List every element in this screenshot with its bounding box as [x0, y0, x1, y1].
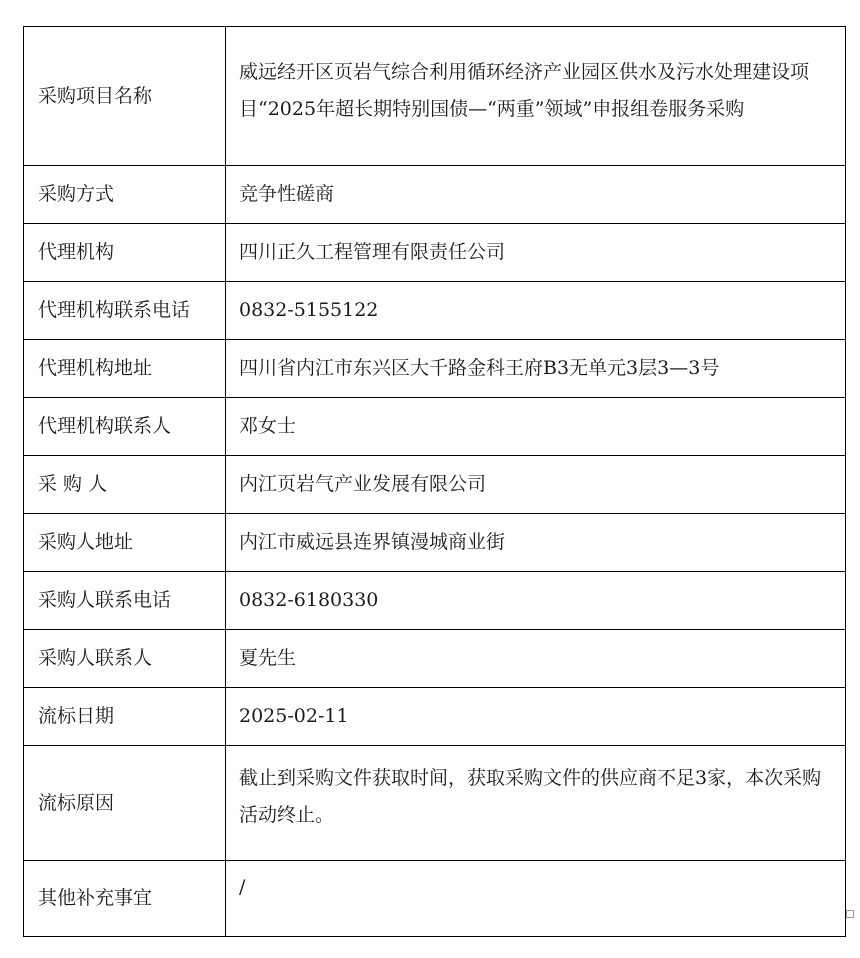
- row-label: 流标原因: [24, 746, 226, 861]
- table-row: [24, 746, 846, 861]
- row-label: 采购项目名称: [24, 27, 226, 166]
- row-value: 2025-02-11: [226, 688, 846, 746]
- row-value: 竞争性磋商: [226, 166, 846, 224]
- row-value: 截止到采购文件获取时间，获取采购文件的供应商不足3家，本次采购活动终止。: [226, 746, 846, 861]
- row-label: 采购人联系人: [24, 630, 226, 688]
- table-row: [24, 340, 846, 398]
- row-value: /: [226, 861, 846, 937]
- table-row: [24, 166, 846, 224]
- table-row: [24, 456, 846, 514]
- row-value: 0832-6180330: [226, 572, 846, 630]
- table-row: [24, 224, 846, 282]
- row-value: 四川正久工程管理有限责任公司: [226, 224, 846, 282]
- table-row: [24, 861, 846, 937]
- row-value: 邓女士: [226, 398, 846, 456]
- row-label: 代理机构联系人: [24, 398, 226, 456]
- text-boundary-marker: [846, 910, 854, 918]
- table-row: [24, 282, 846, 340]
- row-value: 威远经开区页岩气综合利用循环经济产业园区供水及污水处理建设项目“2025年超长期特别国债—“两重”领域”申报组卷服务采购: [226, 27, 846, 166]
- row-label: 采购方式: [24, 166, 226, 224]
- row-label: 代理机构地址: [24, 340, 226, 398]
- table-row: [24, 630, 846, 688]
- row-label: 流标日期: [24, 688, 226, 746]
- table-row: [24, 27, 846, 166]
- row-label: 代理机构: [24, 224, 226, 282]
- procurement-info-table: [23, 26, 846, 937]
- row-label: 代理机构联系电话: [24, 282, 226, 340]
- table-row: [24, 688, 846, 746]
- row-label: 其他补充事宜: [24, 861, 226, 937]
- table-row: [24, 398, 846, 456]
- row-value: 夏先生: [226, 630, 846, 688]
- row-value: 内江市威远县连界镇漫城商业街: [226, 514, 846, 572]
- table-row: [24, 514, 846, 572]
- table-row: [24, 572, 846, 630]
- row-label: 采 购 人: [24, 456, 226, 514]
- row-value: 内江页岩气产业发展有限公司: [226, 456, 846, 514]
- row-label: 采购人地址: [24, 514, 226, 572]
- row-value: 0832-5155122: [226, 282, 846, 340]
- row-value: 四川省内江市东兴区大千路金科王府B3无单元3层3—3号: [226, 340, 846, 398]
- row-label: 采购人联系电话: [24, 572, 226, 630]
